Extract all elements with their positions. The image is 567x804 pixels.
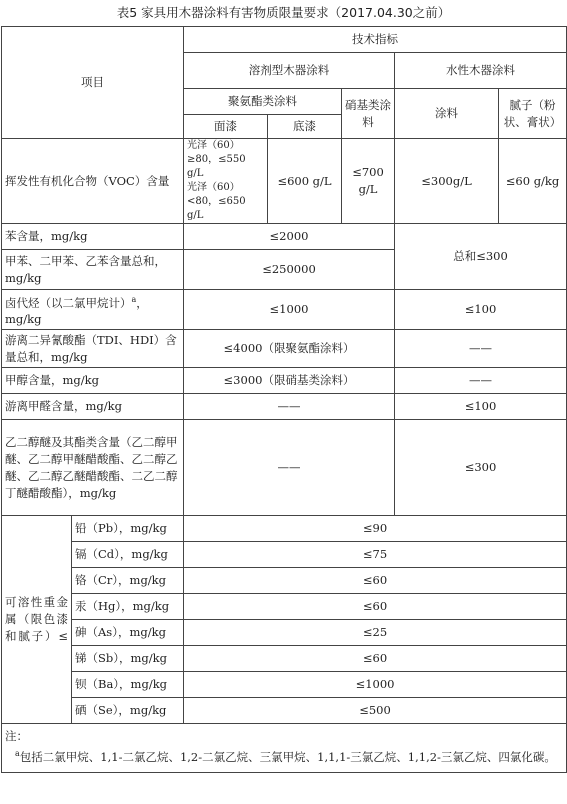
formaldehyde-solvent: ——	[184, 394, 395, 420]
table-row	[2, 672, 567, 698]
table-row	[2, 620, 567, 646]
voc-topcoat-low-gloss: 光泽（60）<80，≤650 g/L	[187, 182, 246, 221]
row-label-formaldehyde: 游离甲醛含量，mg/kg	[2, 394, 184, 420]
footnote-marker-a: a	[15, 749, 20, 758]
table-row	[2, 724, 567, 773]
tdi-water: ——	[395, 330, 567, 368]
table-row	[2, 330, 567, 368]
metal-value: ≤1000	[184, 672, 567, 698]
header-water-coating: 涂料	[395, 89, 499, 139]
metal-value: ≤90	[184, 516, 567, 542]
limits-table	[1, 26, 567, 773]
row-label-benzene: 苯含量，mg/kg	[2, 224, 184, 250]
header-water: 水性木器涂料	[395, 53, 567, 89]
table-row	[2, 224, 567, 250]
halo-solvent: ≤1000	[184, 290, 395, 330]
header-pu: 聚氨酯类涂料	[184, 89, 342, 115]
notes-text-line	[5, 745, 563, 766]
header-topcoat: 面漆	[184, 115, 268, 139]
table-row	[2, 368, 567, 394]
row-label-toluene: 甲苯、二甲苯、乙苯含量总和，mg/kg	[2, 250, 184, 290]
glycol-solvent: ——	[184, 420, 395, 516]
voc-water: ≤300g/L	[395, 139, 499, 224]
table-row	[2, 290, 567, 330]
benzene-solvent: ≤2000	[184, 224, 395, 250]
metal-value: ≤25	[184, 620, 567, 646]
tdi-solvent: ≤4000（限聚氨酯涂料）	[184, 330, 395, 368]
notes-text: 包括二氯甲烷、1,1-二氯乙烷、1,2-二氯乙烷、三氯甲烷、1,1,1-三氯乙烷、1,1,2-三氯乙烷、四氯化碳。	[19, 749, 556, 764]
voc-topcoat	[184, 139, 268, 224]
header-primer: 底漆	[268, 115, 342, 139]
methanol-water: ——	[395, 368, 567, 394]
metal-label: 砷（As），mg/kg	[72, 620, 184, 646]
aromatics-water: 总和≤300	[395, 224, 567, 290]
metal-value: ≤60	[184, 568, 567, 594]
notes-heading: 注：	[5, 729, 28, 743]
header-item: 项目	[2, 27, 184, 139]
halo-label-post: ，mg/kg	[5, 295, 148, 327]
voc-topcoat-high-gloss: 光泽（60）≥80，≤550 g/L	[187, 140, 246, 179]
header-putty: 腻子（粉状、膏状）	[499, 89, 567, 139]
table-row	[2, 594, 567, 620]
table-row	[2, 698, 567, 724]
formaldehyde-water: ≤100	[395, 394, 567, 420]
metal-label: 铅（Pb），mg/kg	[72, 516, 184, 542]
heavy-metals-label: 可溶性重金属（限色漆和腻子）≤	[2, 516, 72, 724]
voc-primer: ≤600 g/L	[268, 139, 342, 224]
metal-label: 锑（Sb），mg/kg	[72, 646, 184, 672]
metal-label: 铬（Cr），mg/kg	[72, 568, 184, 594]
row-label-voc: 挥发性有机化合物（VOC）含量	[2, 139, 184, 224]
row-label-methanol: 甲醇含量，mg/kg	[2, 368, 184, 394]
metal-label: 硒（Se），mg/kg	[72, 698, 184, 724]
notes-cell	[2, 724, 567, 773]
metal-label: 镉（Cd），mg/kg	[72, 542, 184, 568]
footnote-marker-a: a	[131, 294, 137, 304]
row-label-glycol: 乙二醇醚及其酯类含量（乙二醇甲醚、乙二醇甲醚醋酸酯、乙二醇乙醚、乙二醇乙醚醋酸酯、二乙二醇丁醚醋酸酯），mg/kg	[2, 420, 184, 516]
header-tech: 技术指标	[184, 27, 567, 53]
voc-nc: ≤700 g/L	[342, 139, 395, 224]
halo-water: ≤100	[395, 290, 567, 330]
methanol-solvent: ≤3000（限硝基类涂料）	[184, 368, 395, 394]
metal-value: ≤75	[184, 542, 567, 568]
header-solvent: 溶剂型木器涂料	[184, 53, 395, 89]
metal-value: ≤500	[184, 698, 567, 724]
glycol-water: ≤300	[395, 420, 567, 516]
table-row	[2, 542, 567, 568]
row-label-tdi: 游离二异氰酸酯（TDI、HDI）含量总和，mg/kg	[2, 330, 184, 368]
row-label-halo	[2, 290, 184, 330]
voc-putty: ≤60 g/kg	[499, 139, 567, 224]
table-title: 表5 家具用木器涂料有害物质限量要求（2017.04.30之前）	[116, 5, 451, 20]
halo-label-pre: 卤代烃（以二氯甲烷计）	[5, 295, 132, 310]
table-row	[2, 394, 567, 420]
header-nc: 硝基类涂料	[342, 89, 395, 139]
table-row	[2, 139, 567, 224]
metal-value: ≤60	[184, 646, 567, 672]
table-row	[2, 568, 567, 594]
metal-label: 钡（Ba），mg/kg	[72, 672, 184, 698]
toluene-solvent: ≤250000	[184, 250, 395, 290]
table-row	[2, 516, 567, 542]
metal-label: 汞（Hg），mg/kg	[72, 594, 184, 620]
table-row	[2, 646, 567, 672]
metal-value: ≤60	[184, 594, 567, 620]
table-row	[2, 420, 567, 516]
